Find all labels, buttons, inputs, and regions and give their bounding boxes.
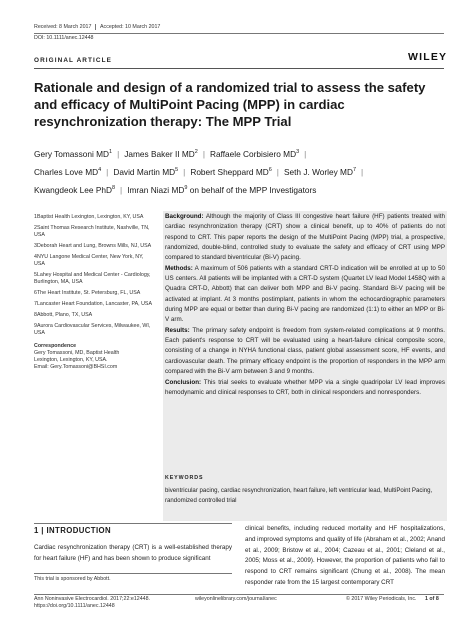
author[interactable]: Imran Niazi $MD^9$	[127, 185, 188, 195]
affiliation: 9Aurora Cardiovascular Services, Milwaukee, WI, USA	[34, 323, 151, 336]
author-group: on behalf of the MPP Investigators	[189, 185, 317, 195]
received-date: Received: 8 March 2017	[34, 24, 92, 31]
section-label: ORIGINAL ARTICLE	[34, 57, 112, 64]
body-rule	[34, 523, 232, 524]
author[interactable]: Raffaele Corbisiero $MD^3$	[209, 149, 300, 159]
author-line-1: Gery Tomassoni $MD^1$ | James Baker II $MD^2$ | Raffaele Corbisiero $MD^3$ |	[34, 149, 307, 159]
author[interactable]: Charles Love $MD^4$	[34, 167, 102, 177]
correspondence-heading: Correspondence	[34, 343, 77, 349]
intro-heading: 1 | INTRODUCTION	[34, 526, 112, 535]
correspondence-line: Lexington, Lexington, KY, USA.	[34, 357, 108, 363]
intro-text-right: clinical benefits, including reduced mortality and HF hospitalizations, and improved symptoms and quality of life (Abraham et al., 2002; Anand et al., 2009; Bristow et al., 2004; Cazeau et al., 2001; Cleland et al., 2005; Moss et al., 2009). However, the proportion of patients who fail to respond to CRT remains significant (Chung et al., 2008). The mean responder rate from the 15 largest contemporary CRT	[245, 525, 445, 586]
date-separator	[95, 24, 96, 30]
author[interactable]: James Baker II $MD^2$	[124, 149, 198, 159]
affiliation: 3Deborah Heart and Lung, Browns Mills, NJ, USA	[34, 243, 152, 249]
funding-footnote: This trial is sponsored by Abbott.	[34, 576, 111, 582]
footer-citation	[34, 596, 150, 610]
footer-rule	[34, 594, 444, 595]
author[interactable]: Seth J. Worley $MD^7$	[283, 167, 357, 177]
journal-site-link[interactable]: wileyonlinelibrary.com/journal/anec	[195, 596, 277, 602]
page-number: 1 of 8	[425, 596, 439, 602]
journal-citation: Ann Noninvasive Electrocardiol. 2017;22:e12448.	[34, 596, 151, 602]
doi-link[interactable]: https://doi.org/10.1111/anec.12448	[34, 603, 115, 609]
author[interactable]: Robert Sheppard $MD^6$	[190, 167, 272, 177]
author[interactable]: David Martin $MD^5$	[113, 167, 179, 177]
footnote-rule	[34, 573, 232, 574]
author[interactable]: Kwangdeok Lee PhD$^8$	[34, 185, 116, 195]
intro-text-left: Cardiac resynchronization therapy (CRT) is a well-established therapy for heart failure (HF) and has been shown to produce significant	[34, 544, 232, 562]
affiliation: 6The Heart Institute, St. Petersburg, FL, USA	[34, 290, 141, 296]
affiliation: 4NYU Langone Medical Center, New York, NY, USA	[34, 254, 144, 267]
affiliation: 7Lancaster Heart Foundation, Lancaster, PA, USA	[34, 301, 152, 307]
section-rule	[34, 68, 444, 69]
abstract-conclusion: Conclusion: This trial seeks to evaluate whether MPP via a single quadripolar LV lead improves hemodynamic and clinical responses to CRT, both in clinical responders and nonresponders.	[165, 378, 445, 396]
affiliations	[34, 214, 152, 371]
correspondence	[34, 343, 152, 371]
copyright: © 2017 Wiley Periodicals, Inc.	[346, 596, 417, 602]
author-line-3: Kwangdeok Lee PhD$^8$ | Imran Niazi $MD^9$ on behalf of the MPP Investigators	[34, 185, 317, 195]
affiliation: 8Abbott, Plano, TX, USA	[34, 312, 93, 318]
author[interactable]: Gery Tomassoni $MD^1$	[34, 149, 113, 159]
publisher-logo: WILEY	[408, 51, 448, 63]
abstract-background: Background: Although the majority of Class III congestive heart failure (HF) patients treated with cardiac resynchronization therapy (CRT) show a clinical benefit, up to 40% of patients do not respond to CRT. This paper reports the design of the MultiPoint Pacing (MPP) trial, a prospective, randomized, double-blind, controlled study to evaluate the safety and efficacy of CRT using MPP compared to standard biventricular (Bi-V) pacing.	[165, 213, 445, 262]
abstract-methods: Methods: A maximum of 506 patients with a standard CRT-D indication will be enrolled at up to 50 US centers. All patients will be implanted with a CRT-D system (Quartet LV lead Model 1458Q with a Quadra CRT-D, Abbott) that can deliver both MPP and Bi-V pacing. Standard Bi-V pacing will be activated at implant. At 3 months postimplant, patients in whom the echocardiographic parameters during MPP are equal or better than during Bi-V pacing are randomized (1:1) to either an MPP or Bi-V arm.	[165, 264, 445, 324]
affiliation: 5Lahey Hospital and Medical Center - Cardiology, Burlington, MA, USA	[34, 272, 151, 285]
author-line-2: Charles Love $MD^4$ | David Martin $MD^5$ | Robert Sheppard $MD^6$ | Seth J. Worley $MD^7$ |	[34, 167, 364, 177]
keywords-heading: KEYWORDS	[165, 475, 204, 481]
abstract-results: Results: The primary safety endpoint is freedom from system-related complications at 9 months. Each patient's response to CRT will be evaluated using a heart-failure clinical composite score, consisting of a change in NYHA functional class, patient global assessment score, HF events, and cardiovascular death. The primary efficacy endpoint is the proportion of responders in the MPP arm compared with the Bi-V arm between 3 and 9 months.	[165, 326, 445, 376]
affiliation: 1Baptist Health Lexington, Lexington, KY, USA	[34, 214, 144, 220]
abstract	[165, 212, 445, 398]
accepted-date: Accepted: 10 March 2017	[100, 24, 161, 31]
keywords-list: biventricular pacing, cardiac resynchronization, heart failure, left ventricular lead, MultiPoint Pacing, randomized controlled trial	[165, 487, 433, 505]
doi-text: DOI: 10.1111/anec.12448	[34, 35, 94, 41]
correspondence-line: Gery Tomassoni, MD, Baptist Health	[34, 350, 120, 356]
header-rule	[34, 33, 444, 34]
received-accepted-dates	[34, 24, 164, 31]
affiliation: 2Saint Thomas Research Institute, Nashville, TN, USA	[34, 225, 150, 238]
article-title: Rationale and design of a randomized trial to assess the safety and efficacy of MultiPoint Pacing (MPP) in cardiac resynchronization therapy: The MPP Trial	[34, 80, 426, 129]
correspondence-email[interactable]: Email: Gery.Tomassoni@BHSI.com	[34, 364, 118, 370]
